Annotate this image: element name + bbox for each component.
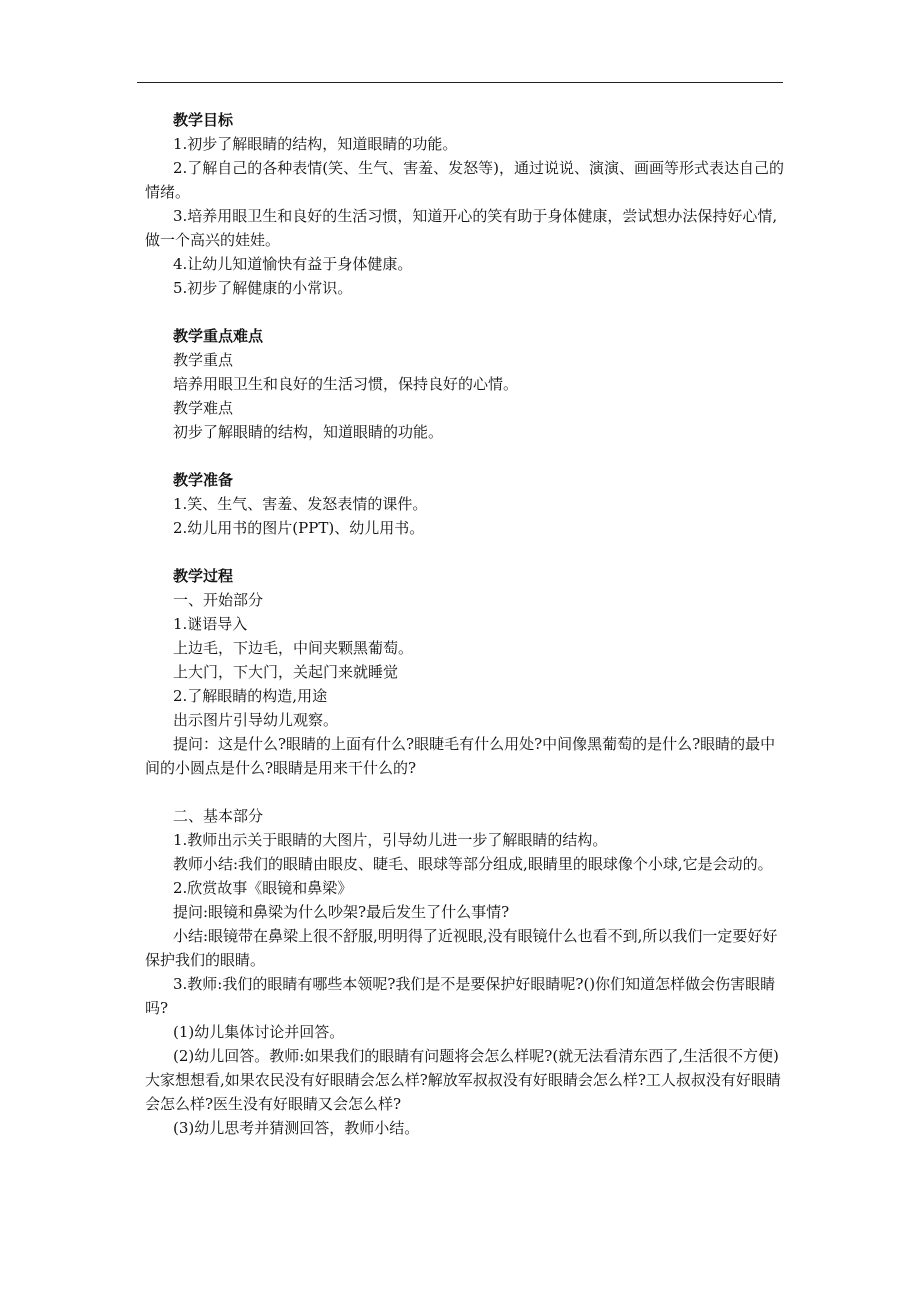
process-part1-show-picture: 出示图片引导幼儿观察。 xyxy=(173,711,339,729)
section-heading-goals: 教学目标 xyxy=(173,111,234,129)
process-part1-question: 提问：这是什么?眼睛的上面有什么?眼睫毛有什么用处?中间像黑葡萄的是什么?眼睛的最中间的小圆点是什么?眼睛是用来干什么的? xyxy=(145,735,776,777)
process-part1-riddle-line-2: 上大门，下大门，关起门来就睡觉 xyxy=(173,663,399,681)
key-point-text: 培养用眼卫生和良好的生活习惯，保持良好的心情。 xyxy=(173,375,519,393)
difficulty-text: 初步了解眼睛的结构，知道眼睛的功能。 xyxy=(173,423,444,441)
spacer xyxy=(145,300,785,324)
section-heading-preparation: 教学准备 xyxy=(173,471,234,489)
goal-item-1: 1.初步了解眼睛的结构，知道眼睛的功能。 xyxy=(173,135,458,153)
goal-item-2: 2.了解自己的各种表情(笑、生气、害羞、发怒等)，通过说说、演演、画画等形式表达自己的情绪。 xyxy=(145,159,785,201)
process-part2-line-3: 2.欣赏故事《眼镜和鼻梁》 xyxy=(173,879,353,897)
process-part2-title: 二、基本部分 xyxy=(173,807,264,825)
process-part1-title: 一、开始部分 xyxy=(173,591,264,609)
process-part2-line-5: 小结:眼镜带在鼻梁上很不舒服,明明得了近视眼,没有眼镜什么也看不到,所以我们一定要好好保护我们的眼睛。 xyxy=(145,927,778,969)
document-body xyxy=(145,108,785,1140)
process-part2-line-8: (2)幼儿回答。教师:如果我们的眼睛有问题将会怎么样呢?(就无法看清东西了,生活很不方便)大家想想看,如果农民没有好眼睛会怎么样?解放军叔叔没有好眼睛会怎么样?工人叔叔没有好眼睛会怎么样?医生没有好眼睛又会怎么样? xyxy=(145,1047,781,1113)
process-part1-structure-title: 2.了解眼睛的构造,用途 xyxy=(173,687,328,705)
preparation-item-1: 1.笑、生气、害羞、发怒表情的课件。 xyxy=(173,495,428,513)
process-part2-line-7: (1)幼儿集体讨论并回答。 xyxy=(173,1023,345,1041)
process-part2-line-4: 提问:眼镜和鼻梁为什么吵架?最后发生了什么事情? xyxy=(173,903,510,921)
process-part2-line-9: (3)幼儿思考并猜测回答，教师小结。 xyxy=(173,1119,420,1137)
section-heading-key-points: 教学重点难点 xyxy=(173,327,264,345)
goal-item-5: 5.初步了解健康的小常识。 xyxy=(173,279,353,297)
header-rule xyxy=(137,82,783,83)
process-part2-line-1: 1.教师出示关于眼睛的大图片，引导幼儿进一步了解眼睛的结构。 xyxy=(173,831,608,849)
process-part1-riddle-line-1: 上边毛，下边毛，中间夹颗黑葡萄。 xyxy=(173,639,414,657)
process-part1-riddle-title: 1.谜语导入 xyxy=(173,615,248,633)
goal-item-4: 4.让幼儿知道愉快有益于身体健康。 xyxy=(173,255,413,273)
spacer xyxy=(145,540,785,564)
preparation-item-2: 2.幼儿用书的图片(PPT)、幼儿用书。 xyxy=(173,519,425,537)
section-heading-process: 教学过程 xyxy=(173,567,234,585)
key-point-label: 教学重点 xyxy=(173,351,234,369)
goal-item-3: 3.培养用眼卫生和良好的生活习惯，知道开心的笑有助于身体健康，尝试想办法保持好心情,做一个高兴的娃娃。 xyxy=(145,207,778,249)
difficulty-label: 教学难点 xyxy=(173,399,234,417)
spacer xyxy=(145,444,785,468)
spacer xyxy=(145,780,785,804)
process-part2-line-2: 教师小结:我们的眼睛由眼皮、睫毛、眼球等部分组成,眼睛里的眼球像个小球,它是会动的。 xyxy=(173,855,773,873)
process-part2-line-6: 3.教师:我们的眼睛有哪些本领呢?我们是不是要保护好眼睛呢?()你们知道怎样做会伤害眼睛吗? xyxy=(145,975,776,1017)
